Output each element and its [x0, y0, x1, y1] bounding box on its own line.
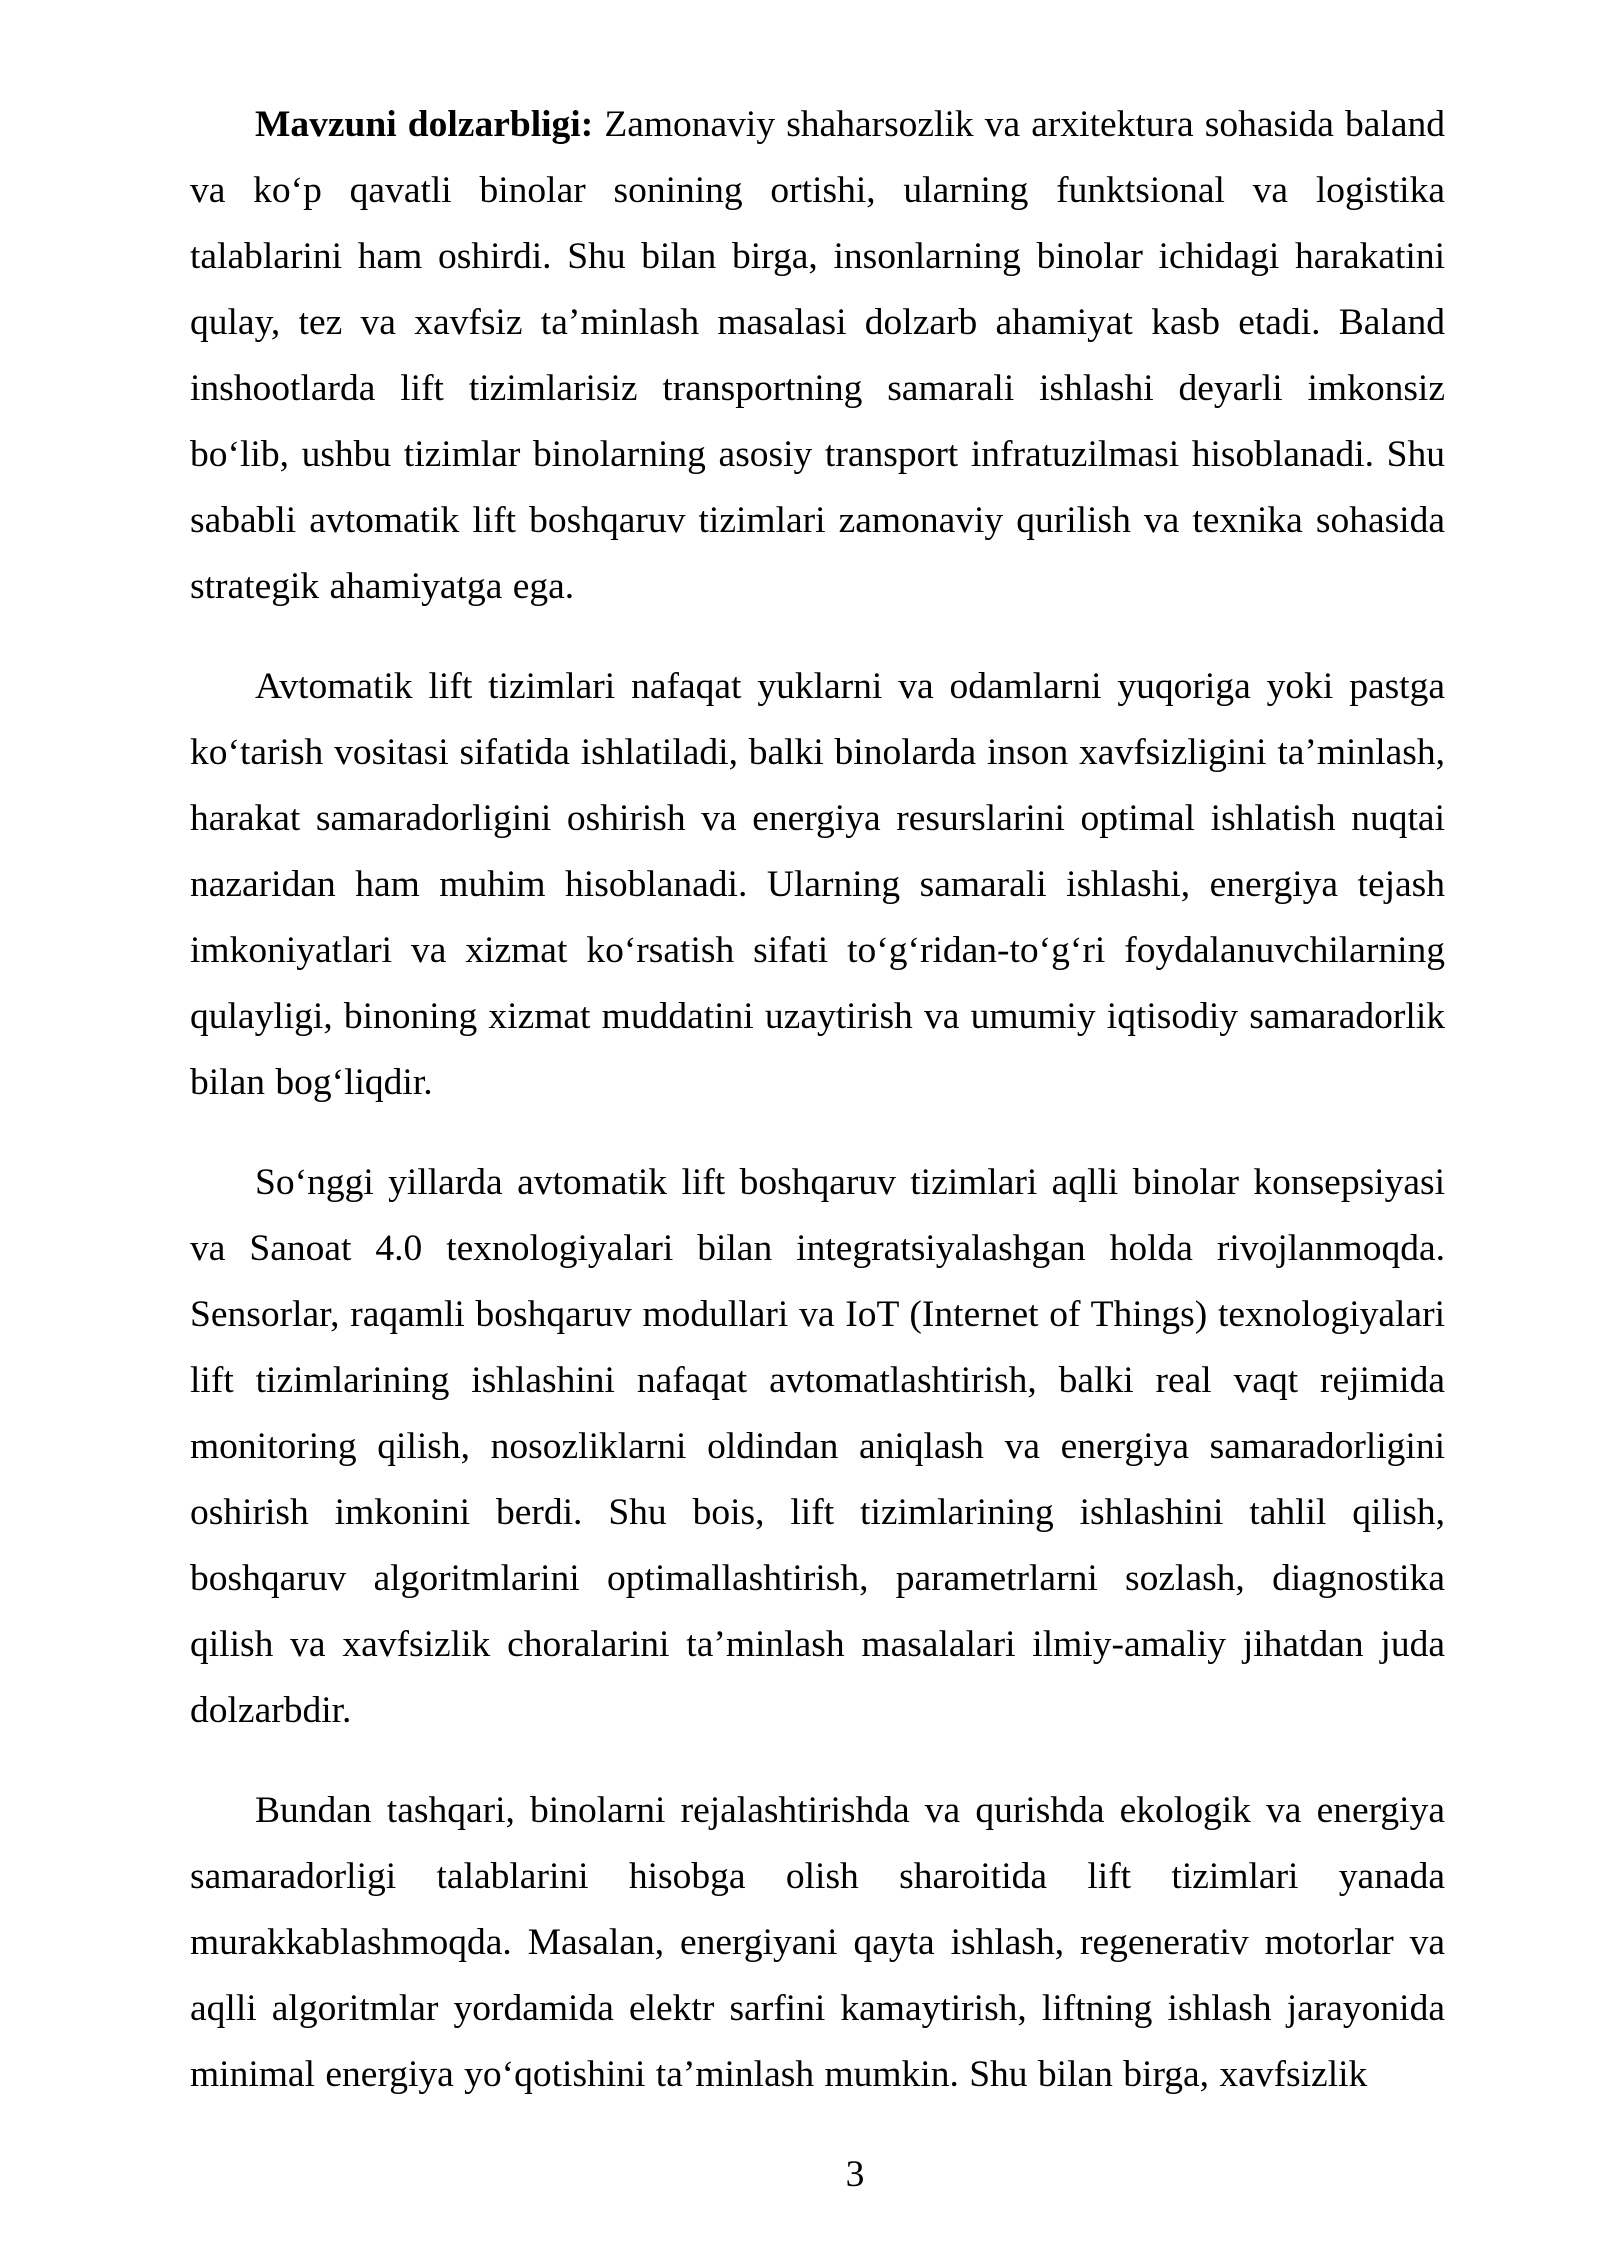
page-number: 3 — [845, 2154, 865, 2195]
paragraph-topic-relevance-text: Zamonaviy shaharsozlik va arxitektura sohasida baland va ko‘p qavatli binolar sonining ortishi, ularning funktsional va logistika talablarini ham oshirdi. Shu bilan birga, insonlarning binolar ichidagi harakatini qulay, tez va xavfsiz ta’minlash masalasi dolzarb ahamiyat kasb etadi. Baland inshootlarda lift tizimlarisiz transportning samarali ishlashi deyarli imkonsiz bo‘lib, ushbu tizimlar binolarning asosiy transport infratuzilmasi hisoblanadi. Shu sababli avtomatik lift boshqaruv tizimlari zamonaviy qurilish va texnika sohasida strategik ahamiyatga ega. — [190, 104, 1445, 607]
paragraph-lead-bold: Mavzuni dolzarbligi: — [255, 104, 594, 145]
paragraph-elevator-purpose: Avtomatik lift tizimlari nafaqat yuklarni va odamlarni yuqoriga yoki pastga ko‘tarish vositasi sifatida ishlatiladi, balki binolarda inson xavfsizligini ta’minlash, harakat samaradorligini oshirish va energiya resurslarini optimal ishlatish nuqtai nazaridan ham muhim hisoblanadi. Ularning samarali ishlashi, energiya tejash imkoniyatlari va xizmat ko‘rsatish sifati to‘g‘ridan-to‘g‘ri foydalanuvchilarning qulayligi, binoning xizmat muddatini uzaytirish va umumiy iqtisodiy samaradorlik bilan bog‘liqdir. — [190, 666, 1445, 1103]
paragraph-smart-buildings-iot: So‘nggi yillarda avtomatik lift boshqaruv tizimlari aqlli binolar konsepsiyasi va Sanoat 4.0 texnologiyalari bilan integratsiyalashgan holda rivojlanmoqda. Sensorlar, raqamli boshqaruv modullari va IoT (Internet of Things) texnologiyalari lift tizimlarining ishlashini nafaqat avtomatlashtirish, balki real vaqt rejimida monitoring qilish, nosozliklarni oldindan aniqlash va energiya samaradorligini oshirish imkonini berdi. Shu bois, lift tizimlarining ishlashini tahlil qilish, boshqaruv algoritmlarini optimallashtirish, parametrlarni sozlash, diagnostika qilish va xavfsizlik choralarini ta’minlash masalalari ilmiy-amaliy jihatdan juda dolzarbdir. — [190, 1162, 1445, 1731]
paragraph-topic-relevance — [190, 92, 1445, 620]
paragraph-energy-efficiency: Bundan tashqari, binolarni rejalashtirishda va qurishda ekologik va energiya samaradorligi talablarini hisobga olish sharoitida lift tizimlari yanada murakkablashmoqda. Masalan, energiyani qayta ishlash, regenerativ motorlar va aqlli algoritmlar yordamida elektr sarfini kamaytirish, liftning ishlash jarayonida minimal energiya yo‘qotishini ta’minlash mumkin. Shu bilan birga, xavfsizlik — [190, 1790, 1445, 2095]
